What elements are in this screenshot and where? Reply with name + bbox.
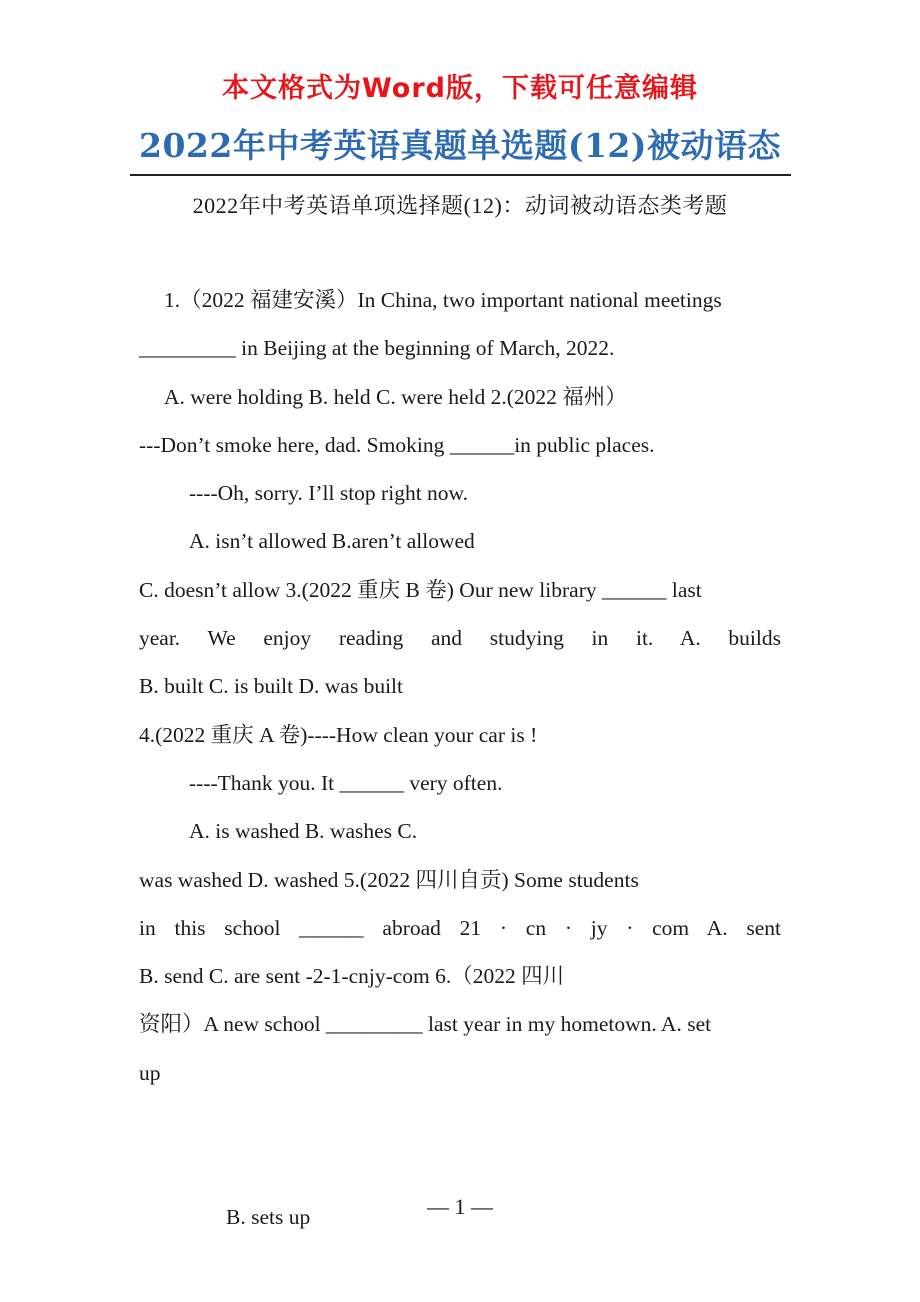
question-line: in this school ______ abroad 21 · cn · jy · com A. sent: [139, 915, 781, 940]
options-line: A. were holding B. held C. were held 2.(2022 福州）: [164, 384, 627, 409]
dialogue-line: ----Thank you. It ______ very often.: [189, 770, 503, 795]
options-line: A. is washed B. washes C.: [189, 819, 418, 844]
title-divider: [130, 174, 791, 176]
question-line: 1.（2022 福建安溪）In China, two important national meetings: [164, 288, 722, 312]
question-line: ---Don’t smoke here, dad. Smoking ______in public places.: [139, 432, 655, 457]
word-format-banner: 本文格式为Word版，下载可任意编辑: [221, 73, 698, 104]
dialogue-line: ----Oh, sorry. I’ll stop right now.: [189, 481, 469, 506]
question-line: 资阳）A new school _________ last year in my hometown. A. set: [139, 1012, 712, 1037]
document-subtitle: 2022年中考英语单项选择题(12)：动词被动语态类考题: [192, 193, 728, 218]
document-title: 2022年中考英语真题单选题(12)被动语态: [139, 126, 781, 165]
question-body: [139, 276, 781, 1241]
options-line: B. send C. are sent -2-1-cnjy-com 6.（2022 四川: [139, 964, 565, 989]
options-line: B. built C. is built D. was built: [139, 674, 403, 699]
options-line: up: [139, 1060, 161, 1085]
question-line: was washed D. washed 5.(2022 四川自贡) Some students: [139, 867, 639, 892]
question-line: _________ in Beijing at the beginning of March, 2022.: [139, 336, 615, 361]
options-line: A. isn’t allowed B.aren’t allowed: [189, 529, 475, 554]
question-line: year. We enjoy reading and studying in it. A. builds: [139, 626, 781, 651]
question-line: 4.(2022 重庆 A 卷)----How clean your car is !: [139, 722, 538, 747]
paragraph-gap: [139, 1097, 781, 1193]
question-line: C. doesn’t allow 3.(2022 重庆 B 卷) Our new library ______ last: [139, 577, 702, 602]
options-line: B. sets up: [226, 1205, 311, 1230]
page-number: — 1 —: [427, 1194, 493, 1219]
